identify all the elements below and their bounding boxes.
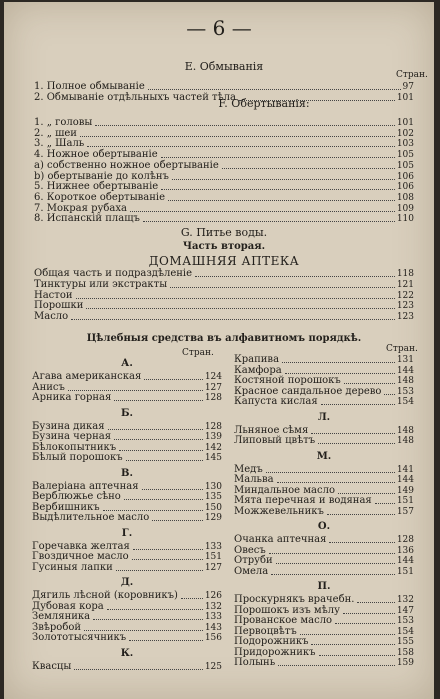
entry-page: 118 <box>396 269 414 279</box>
entry-page: 144 <box>396 365 414 376</box>
toc-entry <box>34 311 414 323</box>
entry-label: Бузина дикая <box>32 420 105 432</box>
dot-leader <box>116 570 203 571</box>
entry-page: 121 <box>396 279 414 290</box>
dot-leader <box>343 613 395 614</box>
entry-page: 128 <box>396 535 414 545</box>
dot-leader <box>143 221 395 222</box>
entry-page: 135 <box>204 492 222 502</box>
alphabet-letter: А. <box>121 358 133 369</box>
alphabet-letter: О. <box>317 521 331 532</box>
entry-label: Квасцы <box>32 660 72 672</box>
entry-page: 132 <box>396 595 414 605</box>
entry-label: Горечавка желтая <box>32 540 130 552</box>
entry-page: 130 <box>204 481 222 492</box>
entry-label: Овесъ <box>234 544 266 556</box>
remedy-entry <box>32 512 222 524</box>
dot-leader <box>344 383 395 384</box>
entry-label: Дубовая кора <box>32 600 104 612</box>
remedy-entry <box>234 566 414 578</box>
remedy-entry <box>32 661 222 673</box>
entry-label: Настои <box>34 289 73 301</box>
entry-page: 150 <box>204 502 222 513</box>
entry-label: Капуста кислая <box>234 396 318 407</box>
dot-leader <box>126 460 203 461</box>
dot-leader <box>148 89 401 90</box>
entry-page: 151 <box>396 496 414 506</box>
entry-label: 7. Мокрая рубаха <box>34 202 127 214</box>
entry-label: Прованское масло <box>234 615 333 626</box>
dot-leader <box>269 553 395 554</box>
dot-leader <box>114 400 203 401</box>
entry-label: Гусиныя лапки <box>32 561 113 573</box>
entry-page: 127 <box>204 382 222 393</box>
entry-page: 131 <box>396 355 414 365</box>
dot-leader <box>84 630 203 631</box>
entry-page: 155 <box>396 637 414 647</box>
entry-label: Выдѣлительное масло <box>32 512 150 523</box>
dot-leader <box>282 362 395 363</box>
dot-leader <box>93 619 203 620</box>
dot-leader <box>335 623 395 624</box>
dot-leader <box>318 443 395 444</box>
remedy-entry <box>234 435 414 447</box>
dot-leader <box>161 157 395 158</box>
part-two-subtitle: ДОМАШНЯЯ АПТЕКА <box>148 254 300 268</box>
dot-leader <box>271 574 395 575</box>
pages-header: Стран. <box>396 70 428 80</box>
part-two-title: Часть вторая. <box>182 241 266 252</box>
dot-leader <box>321 404 395 405</box>
entry-page: 105 <box>396 160 414 171</box>
entry-label: Миндальное масло <box>234 484 335 496</box>
entry-label: Дягиль лѣсной (коровникъ) <box>32 590 178 601</box>
remedies-pages-header-right: Стран. <box>386 344 418 354</box>
dot-leader <box>311 433 395 434</box>
entry-page: 153 <box>396 386 414 397</box>
entry-label: Придорожникъ <box>234 646 316 658</box>
entry-label: Земляника <box>32 611 91 622</box>
remedy-entry <box>32 452 222 464</box>
dot-leader <box>133 549 203 550</box>
entry-page: 103 <box>396 139 414 150</box>
alphabet-letter: В. <box>121 467 133 479</box>
entry-label: а) собственно ножное обертываніе <box>34 159 219 171</box>
remedy-entry <box>32 392 222 404</box>
alphabet-letter: Л. <box>317 411 331 423</box>
entry-page: 128 <box>204 393 222 403</box>
dot-leader <box>375 503 395 504</box>
entry-label: Бѣлый порошокъ <box>32 452 123 463</box>
entry-label: Отруби <box>234 555 273 566</box>
entry-page: 149 <box>396 485 414 496</box>
dot-leader <box>338 493 395 494</box>
entry-page: 124 <box>204 372 222 382</box>
entry-page: 129 <box>204 513 222 523</box>
entry-label: Гвоздичное масло <box>32 551 129 562</box>
entry-page: 102 <box>396 128 414 139</box>
entry-label: Тинктуры или экстракты <box>34 278 168 290</box>
entry-page: 148 <box>396 425 414 436</box>
entry-page: 142 <box>204 442 222 453</box>
entry-page: 136 <box>396 545 414 556</box>
entry-label: Льняное сѣмя <box>234 424 309 436</box>
remedy-entry <box>234 396 414 408</box>
remedy-entry <box>234 506 414 518</box>
entry-label: 1. „ головы <box>34 117 93 128</box>
entry-label: Общая часть и подраздѣленіе <box>34 268 193 279</box>
entry-label: Камфора <box>234 364 282 376</box>
entry-page: 156 <box>204 633 222 643</box>
entry-label: Красное сандальное дерево <box>234 385 382 397</box>
entry-label: Мальва <box>234 474 274 485</box>
entry-label: Очанка аптечная <box>234 534 327 545</box>
alphabet-letter: П. <box>317 581 331 592</box>
entry-page: 108 <box>396 192 414 203</box>
entry-label: 3. „ Шаль <box>34 138 85 150</box>
entry-label: Полынь <box>234 657 276 668</box>
dot-leader <box>168 200 395 201</box>
entry-page: 122 <box>396 290 414 301</box>
entry-label: Арника горная <box>32 392 112 403</box>
entry-page: 123 <box>396 312 414 323</box>
entry-label: 4. Ножное обертываніе <box>34 149 158 161</box>
entry-page: 123 <box>396 301 414 312</box>
entry-page: 151 <box>204 552 222 562</box>
entry-page: 154 <box>396 626 414 637</box>
entry-label: Омела <box>234 565 269 577</box>
dot-leader <box>327 514 395 515</box>
alphabet-letter: Д. <box>120 577 134 588</box>
entry-label: 5. Нижнее обертываніе <box>34 181 159 193</box>
dot-leader <box>142 489 203 490</box>
entry-page: 144 <box>396 556 414 566</box>
dot-leader <box>300 634 395 635</box>
entry-page: 133 <box>204 541 222 552</box>
dot-leader <box>277 482 395 483</box>
entry-page: 158 <box>396 647 414 658</box>
alphabet-letter: К. <box>120 647 134 659</box>
entry-page: 132 <box>204 601 222 612</box>
dot-leader <box>76 298 395 299</box>
dot-leader <box>80 136 395 137</box>
alphabet-letter: М. <box>316 450 332 462</box>
dot-leader <box>195 276 395 277</box>
entry-page: 148 <box>396 376 414 386</box>
dot-leader <box>384 394 394 395</box>
dot-leader <box>130 211 395 212</box>
alphabet-letter: Б. <box>120 407 134 419</box>
entry-label: Вербишникъ <box>32 501 100 513</box>
entry-page: 101 <box>396 118 414 128</box>
entry-label: Костяной порошокъ <box>234 375 341 386</box>
entry-label: Можжевельникъ <box>234 505 324 517</box>
entry-page: 106 <box>396 171 414 182</box>
entry-page: 97 <box>402 82 414 92</box>
page-number: — 6 — <box>186 16 252 40</box>
dot-leader <box>152 520 203 521</box>
dot-leader <box>276 563 395 564</box>
remedy-entry <box>32 632 222 644</box>
entry-label: Проскурнякъ врачебн. <box>234 594 355 605</box>
dot-leader <box>68 390 203 391</box>
entry-label: Порошки <box>34 300 84 312</box>
entry-label: 8. Испанскій плащъ <box>34 213 140 225</box>
entry-label: Золототысячникъ <box>32 632 127 643</box>
entry-label: Валеріана аптечная <box>32 480 139 492</box>
entry-label: Агава американская <box>32 371 142 382</box>
section-e-title: Е. Обмыванія <box>184 60 264 73</box>
entry-label: Первоцвѣтъ <box>234 625 297 637</box>
entry-page: 141 <box>396 464 414 475</box>
entry-page: 143 <box>204 622 222 633</box>
entry-page: 109 <box>396 203 414 214</box>
entry-page: 151 <box>396 566 414 577</box>
entry-page: 147 <box>396 605 414 616</box>
dot-leader <box>129 640 203 641</box>
dot-leader <box>278 665 395 666</box>
entry-page: 127 <box>204 562 222 573</box>
entry-page: 154 <box>396 397 414 407</box>
dot-leader <box>170 287 395 288</box>
entry-label: Мята перечная и водяная <box>234 495 372 506</box>
dot-leader <box>357 602 394 603</box>
dot-leader <box>87 146 395 147</box>
entry-label: Медъ <box>234 463 263 475</box>
dot-leader <box>161 189 395 190</box>
entry-page: 125 <box>204 661 222 672</box>
entry-label: Анисъ <box>32 381 65 393</box>
dot-leader <box>181 598 203 599</box>
entry-label: 6. Короткое обертываніе <box>34 191 166 203</box>
dot-leader <box>95 125 395 126</box>
entry-label: 1. Полное обмываніе <box>34 81 145 92</box>
entry-page: 106 <box>396 182 414 193</box>
remedy-entry <box>234 657 414 669</box>
dot-leader <box>108 429 203 430</box>
entry-label: Бузина черная <box>32 431 112 442</box>
entry-page: 144 <box>396 475 414 485</box>
entry-page: 159 <box>396 658 414 668</box>
dot-leader <box>103 510 203 511</box>
toc-entry <box>34 213 414 225</box>
dot-leader <box>119 450 203 451</box>
dot-leader <box>319 655 395 656</box>
entry-page: 157 <box>396 506 414 517</box>
entry-label: Верблюжье сѣно <box>32 491 121 502</box>
entry-page: 145 <box>204 453 222 463</box>
book-page <box>4 2 434 699</box>
entry-page: 105 <box>396 150 414 161</box>
dot-leader <box>172 179 395 180</box>
entry-page: 101 <box>396 93 414 103</box>
entry-label: Крапива <box>234 354 280 365</box>
entry-page: 133 <box>204 612 222 622</box>
entry-page: 148 <box>396 436 414 446</box>
entry-label: Масло <box>34 311 69 323</box>
entry-label: Липовый цвѣтъ <box>234 435 316 446</box>
dot-leader <box>285 373 395 374</box>
dot-leader <box>124 499 203 500</box>
section-f-title: F. Обертыванія: <box>218 97 310 110</box>
entry-page: 153 <box>396 616 414 626</box>
remedies-pages-header-left: Стран. <box>182 348 214 358</box>
remedy-entry <box>32 562 222 574</box>
dot-leader <box>107 609 203 610</box>
entry-label: Подорожникъ <box>234 636 309 647</box>
dot-leader <box>329 542 394 543</box>
dot-leader <box>132 559 203 560</box>
dot-leader <box>114 439 203 440</box>
dot-leader <box>86 308 394 309</box>
entry-label: Бѣлокопытникъ <box>32 441 117 453</box>
section-g-title: G. Питье воды. <box>180 226 268 239</box>
entry-label: Звѣробой <box>32 621 82 633</box>
entry-page: 126 <box>204 591 222 601</box>
entry-label: Порошокъ изъ мѣлу <box>234 604 340 616</box>
entry-page: 139 <box>204 432 222 442</box>
dot-leader <box>71 319 395 320</box>
dot-leader <box>74 669 202 670</box>
entry-label: 2. Обмываніе отдѣльныхъ частей тѣла <box>34 92 236 103</box>
dot-leader <box>222 168 395 169</box>
entry-label: 2. „ шеи <box>34 127 77 139</box>
dot-leader <box>266 472 395 473</box>
remedies-title: Цѣлебныя средства въ алфавитномъ порядкѣ. <box>86 333 362 344</box>
entry-label: b) обертываніе до колѣнъ <box>34 170 169 182</box>
entry-page: 110 <box>396 214 414 225</box>
dot-leader <box>144 379 203 380</box>
dot-leader <box>311 644 394 645</box>
entry-page: 128 <box>204 421 222 432</box>
alphabet-letter: Г. <box>121 527 133 539</box>
